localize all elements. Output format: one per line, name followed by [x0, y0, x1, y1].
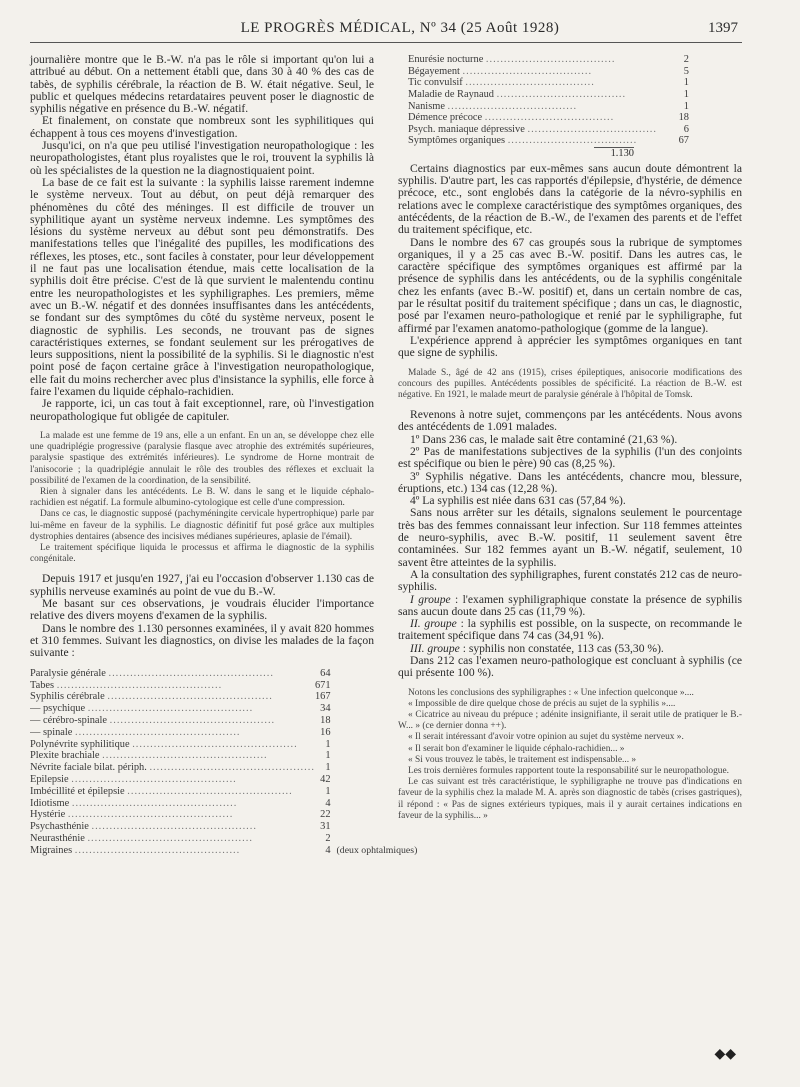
diagnosis-row: [408, 89, 689, 101]
paragraph: Sans nous arrêter sur les détails, signalons seulement le pourcentage très bas des femmes connaissant leur infection. Sur 118 femmes atteintes de neuro-syphilis, avec B.-W. positif, 11 seulement savent être contaminées. Sur 182 femmes ayant un B.-W. négatif, seulement, 10 savent être atteintes de la syphilis.: [398, 506, 742, 569]
diagnosis-count: 4: [325, 797, 331, 809]
diagnosis-label: Symptômes organiques ....................................: [408, 135, 638, 147]
diagnosis-count: 1: [325, 750, 331, 762]
diagnosis-row: [30, 774, 417, 786]
diagnosis-count: 167: [314, 691, 331, 703]
left-column: [30, 53, 418, 856]
paragraph: journalière montre que le B.-W. n'a pas le rôle si important qu'on lui a attribué au début. On a nettement établi que, dans 30 à 40 % des cas de tabès, de syphilis cérébrale, la réaction de B. W. était négative. Seul, le public et quelques médecins retardataires peuvent poser le diagnostic de syphilis négative en présence du B.-W. négatif.: [30, 53, 374, 116]
diagnosis-count: 1: [325, 738, 331, 750]
diagnosis-count: 22: [320, 809, 331, 821]
diagnosis-label: Plexite brachiale ..............................................: [30, 750, 268, 762]
diagnosis-row: [408, 124, 689, 136]
diagnosis-label: Psychasthénie ..............................................: [30, 821, 257, 833]
diagnosis-count: 1: [325, 762, 331, 774]
quote-note: Les trois dernières formules rapportent toute la responsabilité sur le neuropathologue.: [408, 766, 729, 777]
quote-note: « Cicatrice au niveau du prépuce ; adénite insignifiante, il serait utile de pratiquer le B.-W... » (ce dernier donna ++).: [398, 710, 742, 732]
diagnosis-label: Idiotisme ..............................................: [30, 797, 238, 809]
diagnosis-label: Maladie de Raynaud ....................................: [408, 89, 627, 101]
diagnosis-label: Neurasthénie ..............................................: [30, 832, 253, 844]
paragraph: La base de ce fait est la suivante : la syphilis laisse rarement indemne le système nerveux. Tout au début, on peut déjà remarquer des phénomènes du côté des méninges. Il est difficile de trouver un syphilitique ayant un système nerveux indemne. Les symptômes des lésions du système nerveux au début sont peu démonstratifs. Des manifestations telles que l'inégalité des pupilles, les modifications des réflexes, les ptoses, etc., sont faciles à constater, pour leur développement il ne faut pas une localisation étendue, mais cette localisation de la syphilis doit être précise. C'est de là que survient le malentendu continu entre les neuropathologistes et les syphiligraphes. Les premiers, même avec un B.-W. négatif et des données insuffisantes dans les antécédents, se fondant sur des symptômes du côté du système nerveux, posent le diagnostic de syphilis. Les seconds, ne trouvant pas de signes caractéristiques externes, se fondant seulement sur les prérogatives de leurs suppositions, nient la possibilité de la syphilis. Si le diagnostic n'est point posé de façon certaine grâce à l'investigation neuropathologique, elle fait du moins rechercher avec plus d'insistance la syphilis, elle force à faire l'examen du liquide céphalo-rachidien.: [30, 175, 374, 399]
diagnosis-label: Enurésie nocturne ....................................: [408, 54, 616, 66]
diagnosis-count: 5: [683, 65, 689, 77]
paragraph: 1º Dans 236 cas, le malade sait être contaminé (21,63 %).: [410, 432, 678, 446]
paragraph: L'expérience apprend à apprécier les symptômes organiques en tant que signe de syphilis.: [398, 333, 742, 360]
paragraph: Dans le nombre des 1.130 personnes examinées, il y avait 820 hommes et 310 femmes. Suivant les diagnostics, on divise les malades de la façon suivante :: [30, 621, 374, 660]
group-text: : la syphilis est possible, on la suspecte, on recommande le traitement spécifique dans 74 cas (34,91 %).: [398, 617, 743, 643]
diagnosis-count: 34: [320, 703, 331, 715]
group-paragraph: [398, 594, 742, 619]
diagnosis-row: [30, 667, 417, 679]
paragraph: Me basant sur ces observations, je voudrais élucider l'importance relative des divers moyens d'examen de la syphilis.: [30, 596, 374, 623]
quote-note: « Si vous trouvez le tabès, le traitement est indispensable... »: [408, 754, 637, 765]
diagnosis-label: Névrite faciale bilat. périph. ..............................................: [30, 762, 315, 774]
paragraph: Certains diagnostics par eux-mêmes sans aucun doute démontrent la syphilis. D'autre part, les cas rapportés d'épilepsie, d'hystérie, de démence précoce, etc., sont englobés dans la catégorie de la névro-syphilis en relations avec le complexe caractéristique des symptômes organiques, des antécédents, de la réaction de B.-W., de l'examen des parents et de l'effet du traitement spécifique, etc.: [398, 161, 742, 237]
diagnosis-label: Hystérie ..............................................: [30, 809, 234, 821]
diagnosis-count: 6: [683, 123, 689, 135]
diagnosis-row: [30, 797, 417, 809]
diagnosis-count: 18: [320, 715, 331, 726]
header-rule: [30, 42, 742, 43]
diagnosis-label: — cérébro-spinale ..............................................: [30, 715, 276, 726]
diagnosis-label: Migraines ..............................................: [30, 844, 241, 856]
diagnosis-label: — psychique ..............................................: [30, 703, 254, 715]
paragraph: 3º Syphilis négative. Dans les antécédents, chancre mou, blessure, éruptions, etc.) 134 cas (12,28 %).: [398, 469, 742, 495]
diagnosis-row: [408, 112, 689, 124]
right-column: [398, 54, 742, 822]
diagnosis-count: 18: [678, 112, 689, 124]
diagnosis-row: [30, 715, 417, 727]
diagnosis-row: [30, 738, 417, 750]
diagnosis-table: [30, 667, 417, 856]
case-note: Malade S., âgé de 42 ans (1915), crises épileptiques, anisocorie modifications des concours des pupilles. Antécédents possibles de spécificité. La réaction de B.-W. est négative. En 1921, le malade meurt de paralysie générale à l'hôpital de Tomsk.: [398, 367, 742, 400]
diagnosis-note: [331, 833, 418, 845]
diagnosis-label: Démence précoce ....................................: [408, 112, 615, 124]
diagnosis-label: Nanisme ....................................: [408, 100, 578, 112]
diagnosis-row: [30, 703, 417, 715]
paragraph: Revenons à notre sujet, commençons par les antécédents. Nous avons des antécédents de 1.091 malades.: [398, 408, 742, 434]
diagnosis-count: 64: [320, 667, 331, 679]
quote-note: Notons les conclusions des syphiligraphes : « Une infection quelconque »....: [408, 687, 694, 698]
page-header: [0, 18, 800, 42]
running-title: LE PROGRÈS MÉDICAL, Nº 34 (25 Août 1928): [240, 20, 560, 36]
paragraph: Jusqu'ici, on n'a que peu utilisé l'investigation neuropathologique : les neuropathologistes, étant plus royalistes que le roi, trouvent la syphilis là où les spécialistes de la question ne la diagnostiquaient point.: [30, 139, 374, 177]
diagnosis-count: 671: [314, 679, 331, 691]
paragraph: 2º Pas de manifestations subjectives de la syphilis (l'un des conjoints est spécifique ou bien le père) 90 cas (8,25 %).: [398, 445, 742, 471]
diagnosis-row: [30, 679, 417, 691]
quote-note: Le cas suivant est très caractéristique, le syphiligraphe ne trouve pas d'indications en faveur de la syphilis chez la malade M. A. après son diagnostic de tabès (crises gastriques), il répond : « Pas de signes extérieurs typiques, mais il y aurait certaines indications en faveur de la syphilis... »: [398, 777, 742, 821]
paragraph: Je rapporte, ici, un cas tout à fait exceptionnel, rare, où l'investigation neuropathologique fut obligée de capituler.: [30, 397, 374, 423]
quote-note: « Impossible de dire quelque chose de précis au sujet de la syphilis »....: [408, 698, 676, 709]
diagnosis-row: [408, 66, 689, 78]
paragraph: A la consultation des syphiligraphes, furent constatés 212 cas de neuro-syphilis.: [398, 567, 742, 594]
diagnosis-label: Paralysie générale ..............................................: [30, 667, 274, 679]
diagnosis-count: 31: [320, 821, 331, 833]
diagnosis-count: 42: [320, 773, 331, 785]
diagnosis-label: Epilepsie ..............................................: [30, 773, 237, 785]
diagnosis-table-continued: [408, 54, 689, 147]
diagnosis-count: 1: [683, 100, 689, 112]
diagnosis-row: [408, 100, 689, 112]
diagnosis-row: [30, 833, 417, 845]
diagnosis-row: [30, 844, 417, 856]
paragraph: Depuis 1917 et jusqu'en 1927, j'ai eu l'occasion d'observer 1.130 cas de syphilis nerveuse examinés au point de vue du B.-W.: [30, 572, 374, 598]
case-note: Le traitement spécifique liquida le processus et affirma le diagnostic de la syphilis congénitale.: [30, 542, 374, 565]
group-text: : syphilis non constatée, 113 cas (53,30 %).: [459, 641, 664, 655]
diagnosis-count: 4: [325, 844, 331, 856]
group-text: : l'examen syphiligraphique constate la présence de syphilis sans aucun doute dans 25 cas (11,79 %).: [398, 592, 742, 618]
diagnosis-label: Tabes ..............................................: [30, 679, 223, 691]
diagnosis-label: Imbécillité et épilepsie ..............................................: [30, 785, 293, 797]
diagnosis-row: [30, 785, 417, 797]
diagnosis-note: [331, 821, 418, 833]
group-label: III. groupe: [410, 641, 460, 655]
quote-note: « Il serait bon d'examiner le liquide céphalo-rachidien... »: [408, 743, 625, 754]
diagnosis-row: [408, 135, 689, 147]
diagnosis-count: 2: [683, 54, 689, 66]
diagnosis-count: 2: [325, 832, 331, 844]
diagnosis-row: [30, 821, 417, 833]
page-number: 1397: [708, 20, 738, 36]
group-label: I groupe: [410, 592, 451, 606]
diagnosis-count: 16: [320, 726, 331, 738]
paragraph: Et finalement, on constate que nombreux sont les syphilitiques qui échappent à tous ces moyens d'investigation.: [30, 114, 374, 140]
diagnosis-label: Syphilis cérébrale ..............................................: [30, 691, 273, 703]
table-total: 1.130: [610, 147, 634, 159]
case-note: Dans ce cas, le diagnostic supposé (pachyméningite cervicale hypertrophique) parle par lui-même en faveur de la syphilis. Le diagnostic définitif fut posé grâce aux multiples dystrophies dentaires (absence des incisives médianes supérieures, aplasie de l'émail).: [30, 509, 374, 542]
group-label: II. groupe: [410, 617, 457, 631]
paragraph: 4º La syphilis est niée dans 631 cas (57,84 %).: [410, 494, 626, 508]
diagnosis-row: [408, 54, 689, 66]
diagnosis-note: (deux ophtalmiques): [336, 844, 418, 856]
diagnosis-row: [30, 762, 417, 774]
quote-note: « Il serait intéressant d'avoir votre opinion au sujet du système nerveux ».: [408, 732, 684, 743]
diagnosis-label: Psych. maniaque dépressive ....................................: [408, 123, 657, 135]
end-ornament: ◆◆: [714, 1047, 736, 1062]
diagnosis-count: 1: [683, 77, 689, 89]
diagnosis-count: 1: [683, 89, 689, 101]
diagnosis-label: Bégayement ....................................: [408, 65, 593, 77]
paragraph: Dans 212 cas l'examen neuro-pathologique est concluant à syphilis (ce qui présente 100 %).: [398, 654, 742, 680]
diagnosis-row: [30, 691, 417, 703]
group-paragraph: [398, 618, 742, 643]
diagnosis-row: [30, 726, 417, 738]
diagnosis-row: [408, 77, 689, 89]
case-note: La malade est une femme de 19 ans, elle a un enfant. En un an, se développe chez elle une quadriplégie progressive (paralysie flasque avec atrophie des extrémités supérieures, paralysie spastique des extrémités inférieures). Le syndrome de Horne montrait de l'anisocorie ; la quadriplégie annulait le rôle des troubles des réflexes et excluait la possibilité de l'examen de la coordination, de la sensibilité.: [30, 430, 374, 486]
diagnosis-count: 67: [678, 135, 689, 147]
diagnosis-row: [30, 750, 417, 762]
paragraph: Dans le nombre des 67 cas groupés sous la rubrique de symptomes organiques, il y a 25 cas avec B.-W. positif. Dans les autres cas, le caractère spécifique des symptômes organiques est affirmé par la présence de syphilis dans les antécédents, ou de la syphilis congénitale chez les enfants (avec B.-W. positif) et, dans un certain nombre de cas, par le résultat positif du traitement spécifique ; dans un cas, le diagnostic, posé par l'examen neuro-pathologique et renié par le syphiligraphe, fut affirmé par l'examen anatomo-pathologique (gomme de la langue).: [398, 235, 742, 335]
diagnosis-row: [30, 809, 417, 821]
case-note: Rien à signaler dans les antécédents. Le B. W. dans le sang et le liquide céphalo-rachidien est négatif. La formule albumino-cytologique est celle d'une compression.: [30, 486, 374, 509]
diagnosis-label: Tic convulsif ....................................: [408, 77, 595, 89]
diagnosis-label: — spinale ..............................................: [30, 726, 241, 738]
diagnosis-count: 1: [325, 785, 331, 797]
diagnosis-label: Polynévrite syphilitique ..............................................: [30, 738, 298, 750]
